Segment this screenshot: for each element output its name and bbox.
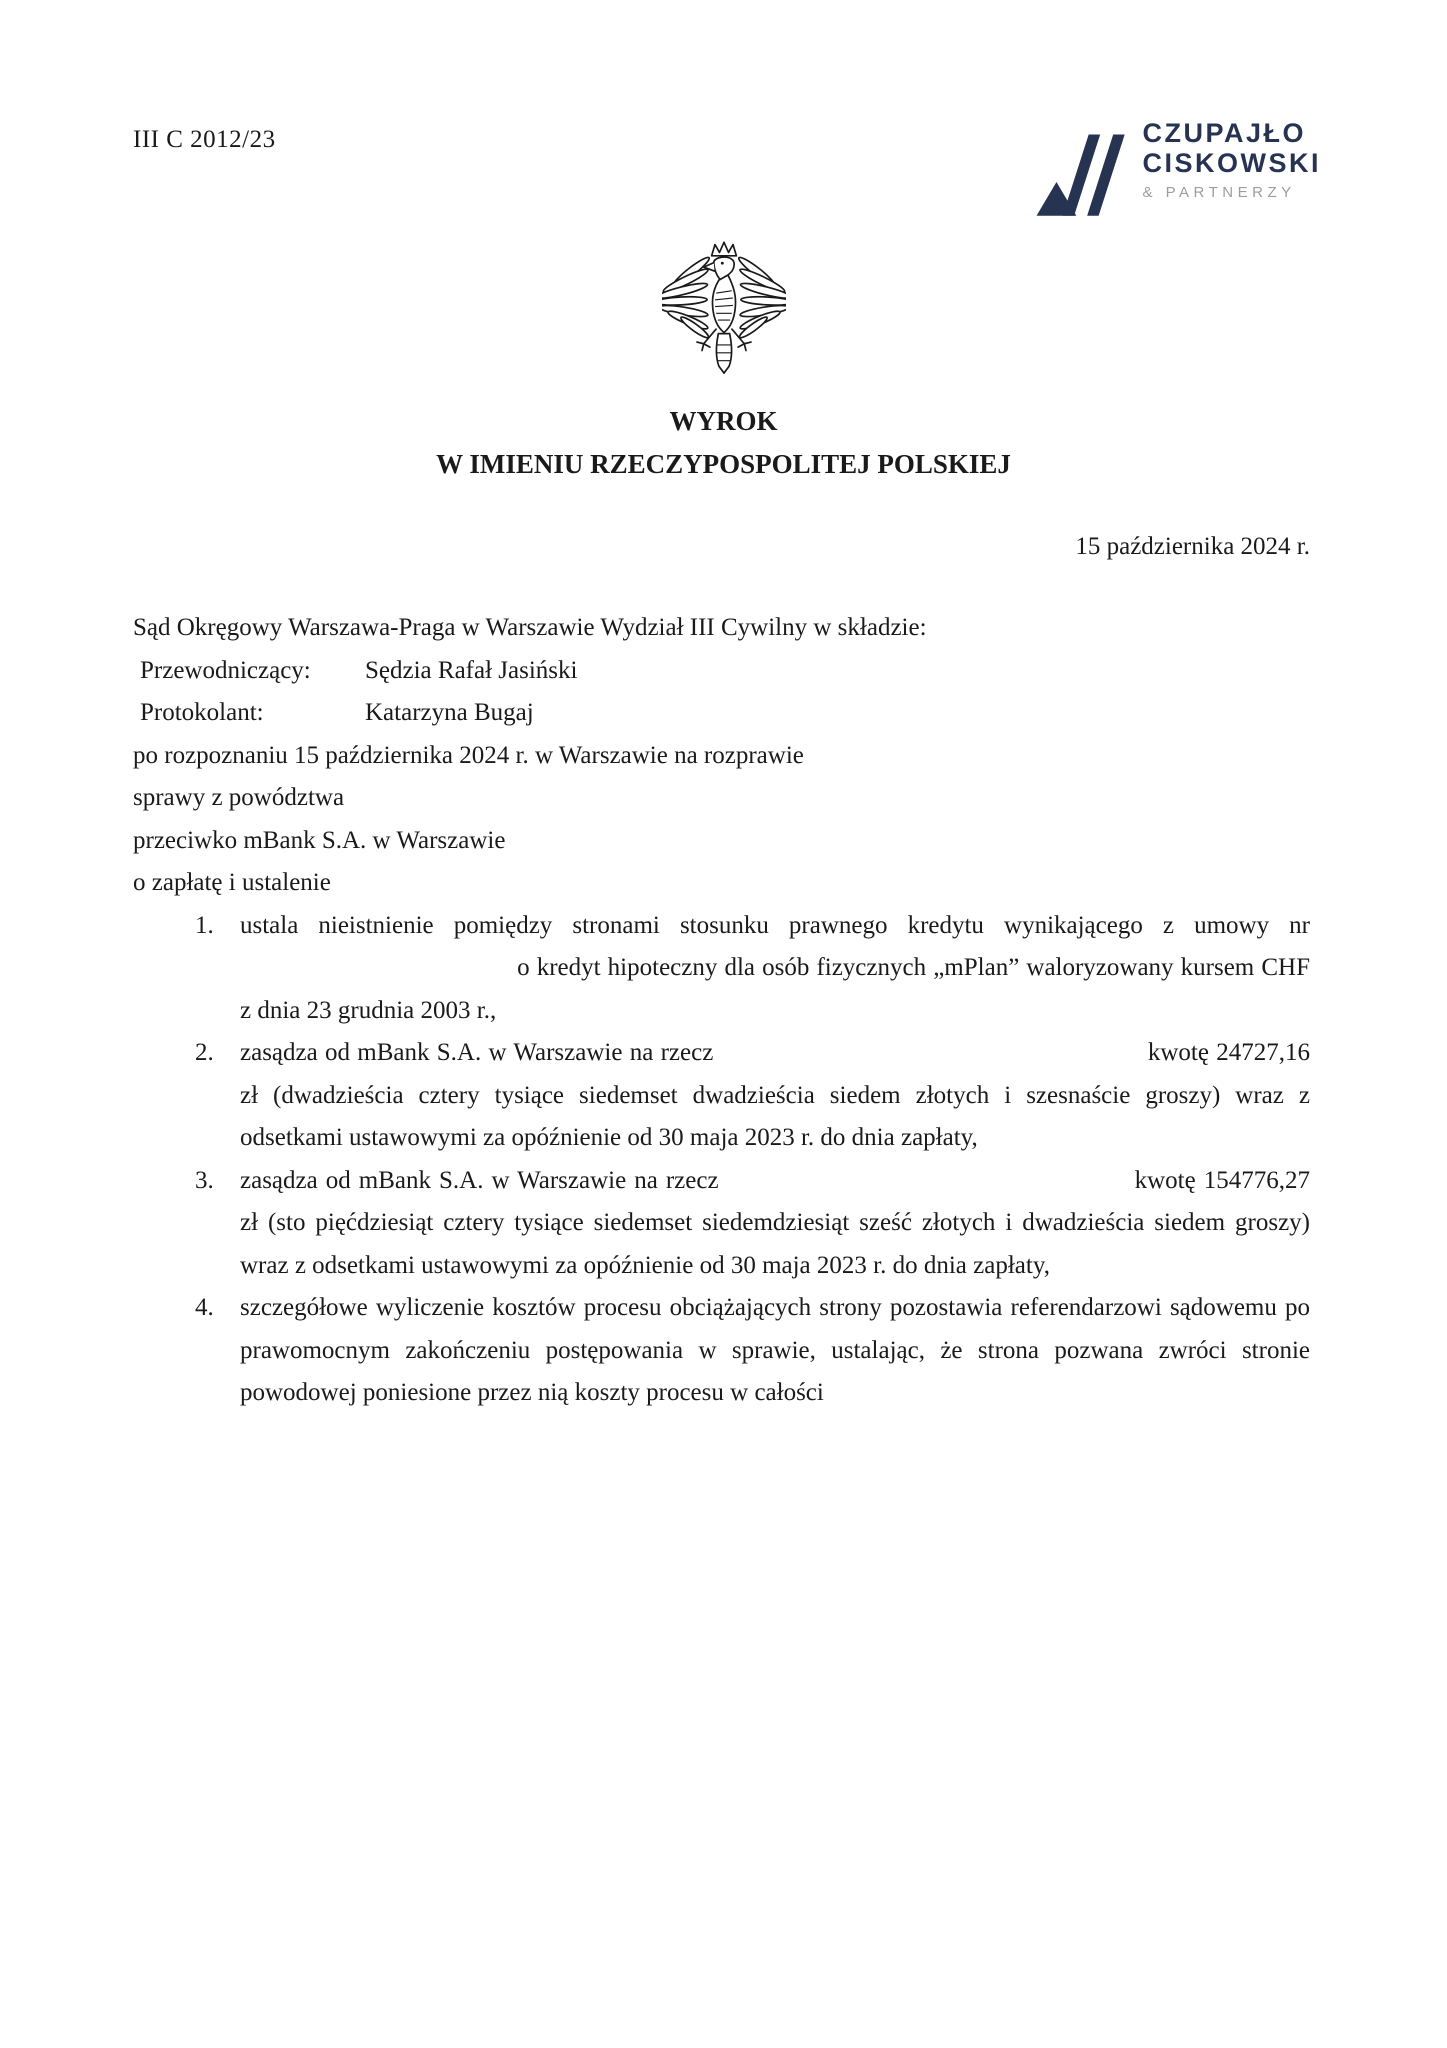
case-description-lines — [133, 777, 1310, 905]
ruling-item: 2. zasądza od mBank S.A. w Warszawie na rzecz kwotę 24727,16 zł (dwadzieścia cztery tysiące siedemset dwadzieścia siedem złotych i szesnaście groszy) wraz z odsetkami ustawowymi za opóźnienie od 30 maja 2023 r. do dnia zapłaty, — [133, 1032, 1310, 1160]
logo-name-line2: CISKOWSKI — [1142, 148, 1321, 178]
case-number: III C 2012/23 — [133, 126, 276, 153]
judgment-subtitle: W IMIENIU RZECZYPOSPOLITEJ POLSKIEJ — [436, 449, 1011, 479]
role-label: Przewodniczący: — [140, 656, 311, 684]
ruling-item-number: 3. — [195, 1166, 214, 1194]
polish-eagle-emblem — [662, 240, 786, 386]
ruling-item: 4. szczegółowe wyliczenie kosztów procesu obciążających strony pozostawia referendarzowi sądowemu po prawomocnym zakończeniu postępowania w sprawie, ustalając, że strona pozwana zwróci stronie powodowej poniesione przez nią koszty procesu w całości — [133, 1287, 1310, 1415]
ruling-item-number: 4. — [195, 1294, 214, 1321]
court-composition-line: Sąd Okręgowy Warszawa-Praga w Warszawie Wydział III Cywilny w składzie: — [133, 614, 927, 641]
court-roles — [133, 650, 1310, 735]
case-line: sprawy z powództwa — [133, 784, 345, 811]
redacted-claimant-name — [727, 1187, 1127, 1188]
hearing-line: po rozpoznaniu 15 października 2024 r. w Warszawie na rozprawie — [133, 741, 804, 769]
judgment-date: 15 października 2024 r. — [1075, 533, 1310, 560]
ruling-item: 1. ustala nieistnienie pomiędzy stronami stosunku prawnego kredytu wynikającego z umowy nr o kredyt hipoteczny dla osób fizycznych „mPlan” waloryzowany kursem CHF z dnia 23 grudnia 2003 r., — [133, 905, 1310, 1033]
law-firm-logo-icon — [1035, 122, 1127, 226]
judgment-title-block — [0, 400, 1447, 486]
logo-partners-line: & PARTNERZY — [1142, 184, 1296, 201]
judgment-title: WYROK — [669, 406, 778, 436]
redacted-contract-number — [240, 974, 510, 975]
judgment-body — [133, 607, 1310, 1415]
logo-name-line1: CZUPAJŁO — [1142, 118, 1306, 148]
role-value: Sędzia Rafał Jasiński — [365, 656, 578, 684]
case-line: o zapłatę i ustalenie — [133, 869, 331, 896]
law-firm-logo-text — [1142, 118, 1321, 205]
role-label: Protokolant: — [140, 699, 264, 726]
redacted-claimant-name — [721, 1059, 1141, 1060]
case-line: przeciwko mBank S.A. w Warszawie — [133, 826, 506, 854]
ruling-item-number: 1. — [195, 911, 214, 939]
role-value: Katarzyna Bugaj — [365, 699, 534, 726]
ruling-list — [133, 905, 1310, 1415]
polish-eagle-icon — [662, 240, 786, 381]
court-role-row — [133, 650, 1310, 693]
court-role-row — [133, 692, 1310, 735]
ruling-item-number: 2. — [195, 1039, 214, 1066]
law-firm-logo — [1035, 118, 1321, 226]
ruling-item: 3. zasądza od mBank S.A. w Warszawie na rzecz kwotę 154776,27 zł (sto pięćdziesiąt cztery tysiące siedemset siedemdziesiąt sześć złotych i dwadzieścia siedem groszy) wraz z odsetkami ustawowymi za opóźnienie od 30 maja 2023 r. do dnia zapłaty, — [133, 1160, 1310, 1288]
